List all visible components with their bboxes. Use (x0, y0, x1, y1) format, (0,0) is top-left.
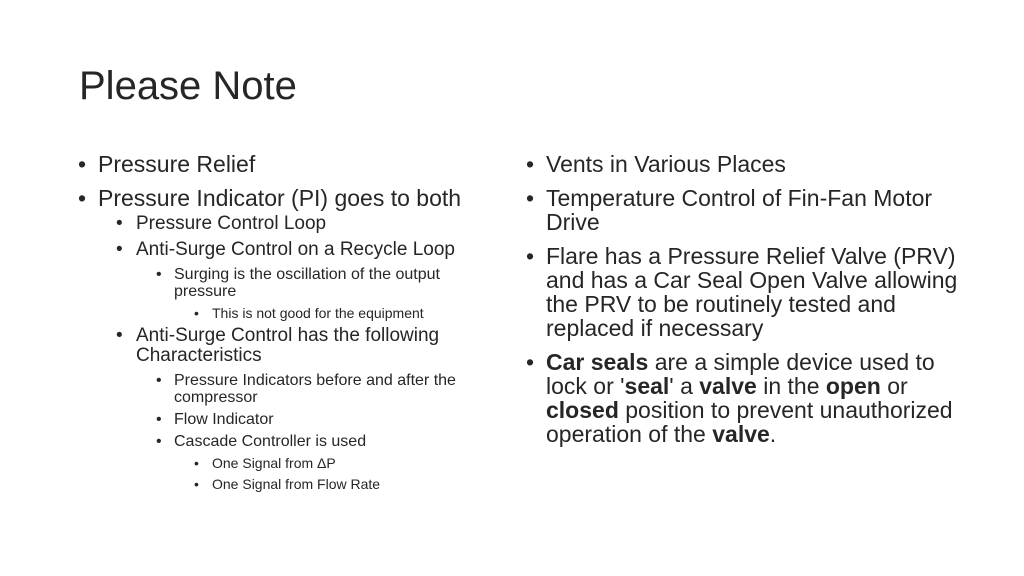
bullet-icon: • (78, 185, 87, 211)
bold-text: valve (712, 421, 770, 447)
list-item-text: Pressure Control Loop (136, 213, 327, 234)
bullet-icon: • (78, 151, 87, 177)
list-item (78, 305, 508, 321)
list-item-text: Temperature Control of Fin-Fan Motor Drive (546, 185, 933, 235)
list-item (526, 186, 966, 234)
list-item (78, 476, 508, 492)
bold-text: seal (624, 373, 670, 399)
bullet-icon: • (116, 239, 123, 260)
left-column (78, 152, 508, 497)
bold-text: open (825, 373, 881, 399)
list-item-text: Pressure Indicators before and after the compressor (174, 372, 456, 406)
list-item-text: One Signal from Flow Rate (212, 476, 381, 492)
bullet-icon: • (194, 305, 199, 321)
bold-text: closed (546, 397, 619, 423)
bold-text: Car seals (546, 349, 649, 375)
bullet-icon: • (156, 433, 162, 450)
bullet-icon: • (156, 372, 162, 389)
list-item-text (546, 349, 953, 447)
list-item (78, 455, 508, 471)
bold-text: valve (699, 373, 757, 399)
list-item (78, 372, 478, 406)
list-item-text: This is not good for the equipment (212, 305, 424, 321)
right-column (526, 152, 966, 456)
list-item (526, 244, 966, 340)
list-item (78, 240, 508, 260)
list-item (78, 214, 508, 234)
list-item (78, 433, 508, 450)
list-item (78, 266, 488, 300)
list-item (78, 326, 488, 366)
bullet-icon: • (116, 213, 123, 234)
bullet-icon: • (194, 455, 199, 471)
bullet-icon: • (526, 243, 535, 269)
slide-title: Please Note (79, 64, 297, 108)
list-item-text: Anti-Surge Control has the following Characteristics (136, 325, 440, 366)
list-item-text: Cascade Controller is used (174, 433, 367, 450)
list-item (78, 186, 508, 210)
bullet-icon: • (526, 151, 535, 177)
list-item-text: Pressure Relief (98, 151, 256, 177)
bullet-icon: • (194, 476, 199, 492)
list-item (526, 350, 966, 446)
list-item (78, 411, 508, 428)
bullet-icon: • (156, 266, 162, 283)
list-item-text: Vents in Various Places (546, 151, 786, 177)
list-item-text: Pressure Indicator (PI) goes to both (98, 185, 462, 211)
list-item (526, 152, 966, 176)
list-item-text: Anti-Surge Control on a Recycle Loop (136, 239, 455, 260)
text-run: . (769, 421, 777, 447)
list-item (78, 152, 508, 176)
text-run: are a simple device used to lock or ' (546, 349, 935, 399)
list-item-text: One Signal from ΔP (212, 455, 336, 471)
text-run: position to prevent unauthorized operation of the (546, 397, 953, 447)
text-run: or (880, 373, 908, 399)
list-item-text: Surging is the oscillation of the output pressure (174, 266, 440, 300)
bullet-icon: • (156, 411, 162, 428)
bullet-icon: • (526, 349, 535, 375)
bullet-icon: • (526, 185, 535, 211)
list-item-text: Flare has a Pressure Relief Valve (PRV) and has a Car Seal Open Valve allowing the PRV to be routinely tested and replaced if necessary (546, 243, 958, 341)
list-item-text: Flow Indicator (174, 411, 274, 428)
bullet-icon: • (116, 325, 123, 346)
text-run: ' a (669, 373, 700, 399)
text-run: in the (756, 373, 826, 399)
